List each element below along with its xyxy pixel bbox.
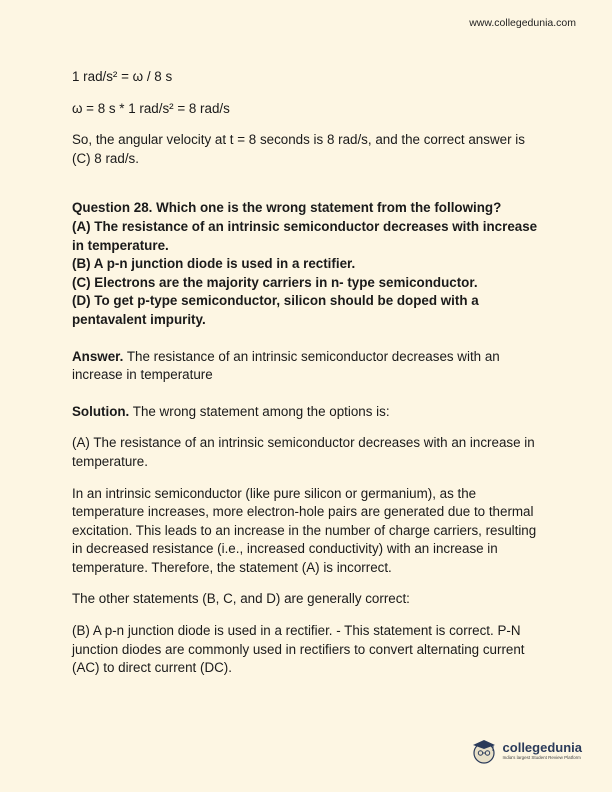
logo-tagline: India's largest Student Review Platform [502, 755, 581, 760]
solution-label: Solution. [72, 403, 130, 419]
solution-others: The other statements (B, C, and D) are generally correct: [72, 591, 410, 607]
answer-text: The resistance of an intrinsic semiconductor decreases with an increase in temperature [72, 348, 500, 383]
calc-line-2: ω = 8 s * 1 rad/s² = 8 rad/s [72, 100, 230, 116]
document-body [72, 68, 542, 678]
solution-intro: The wrong statement among the options is: [132, 403, 390, 419]
answer-label: Answer. [72, 348, 124, 364]
question-option-c: (C) Electrons are the majority carriers in n- type semiconductor. [72, 274, 478, 290]
logo-name: collegedunia [502, 740, 582, 755]
solution-statement: (A) The resistance of an intrinsic semiconductor decreases with an increase in temperature. [72, 435, 535, 469]
solution-b-text: (B) A p-n junction diode is used in a rectifier. - This statement is correct. P-N junction diodes are commonly used in rectifiers to convert alternating current (AC) to direct current (DC). [72, 623, 525, 676]
question-option-d: (D) To get p-type semiconductor, silicon should be doped with a pentavalent impurity. [72, 293, 479, 327]
site-url[interactable]: www.collegedunia.com [469, 17, 576, 29]
question-block [72, 199, 542, 329]
question-title: Question 28. Which one is the wrong statement from the following? [72, 200, 502, 216]
answer-paragraph [72, 348, 542, 385]
graduate-cap-icon [469, 736, 499, 766]
question-option-b: (B) A p-n junction diode is used in a rectifier. [72, 256, 356, 272]
solution-explanation: In an intrinsic semiconductor (like pure silicon or germanium), as the temperature increases, more electron-hole pairs are generated due to thermal excitation. This leads to an increase in the number of charge carriers, resulting in decreased resistance (i.e., increased conductivity) with an increase in temperature. Therefore, the statement (A) is incorrect. [72, 485, 537, 575]
collegedunia-logo[interactable] [469, 736, 582, 766]
question-option-a: (A) The resistance of an intrinsic semiconductor decreases with increase in temperature. [72, 218, 538, 253]
solution-intro-paragraph [72, 403, 542, 422]
calc-line-1: 1 rad/s² = ω / 8 s [72, 69, 173, 84]
calc-conclusion: So, the angular velocity at t = 8 seconds is 8 rad/s, and the correct answer is (C) 8 rad/s. [72, 132, 525, 166]
